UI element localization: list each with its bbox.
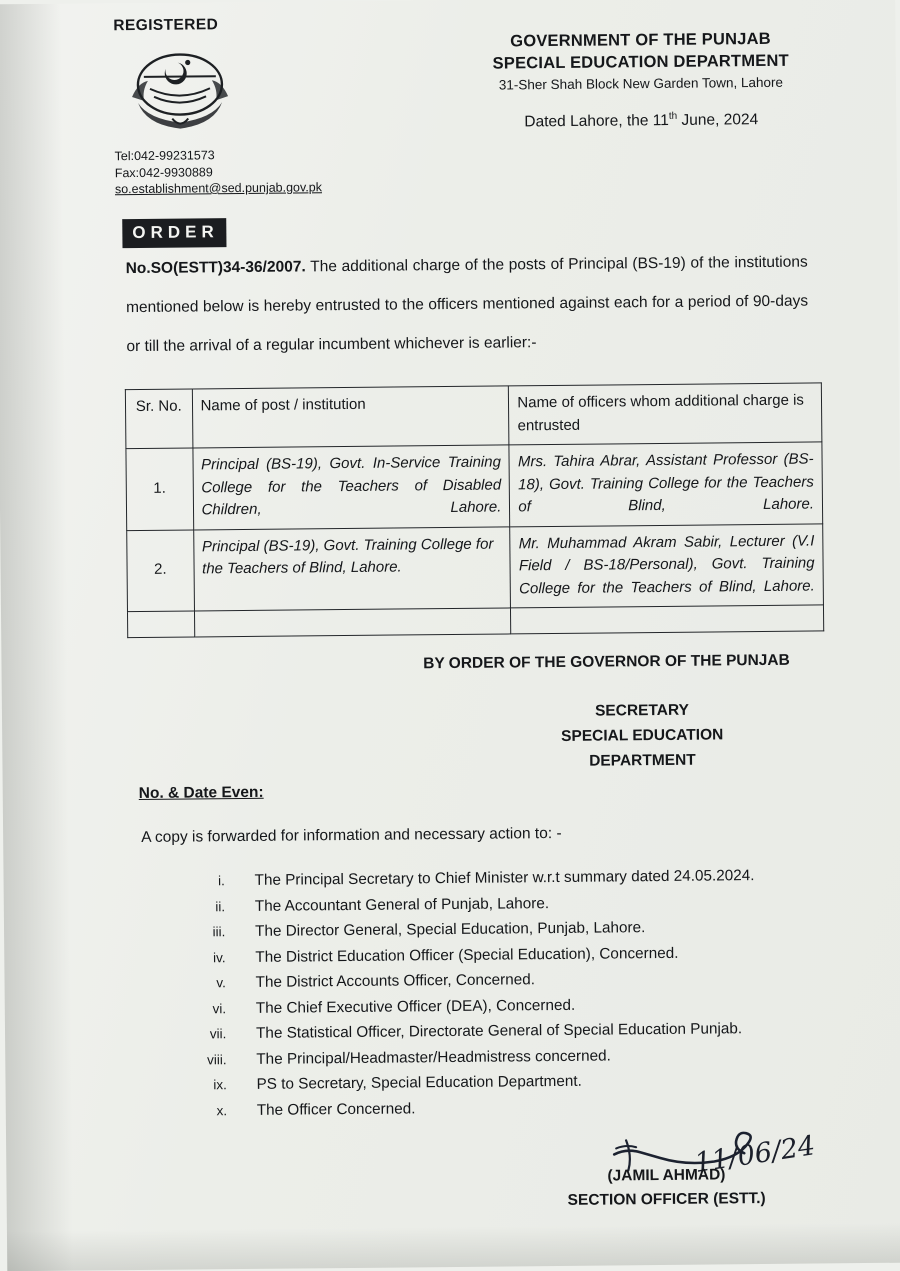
list-item: x. The Officer Concerned. [231, 1095, 891, 1119]
list-item: ix. PS to Secretary, Special Education Department. [230, 1070, 890, 1094]
list-item: vii. The Statistical Officer, Directorate General of Special Education Punjab. [230, 1019, 890, 1043]
table-header-sr: Sr. No. [125, 389, 192, 449]
spacer-cell-officer [511, 605, 824, 634]
order-body-paragraph [126, 243, 809, 367]
table-spacer-row [127, 605, 823, 638]
endorsement-no-and-date: No. & Date Even: [138, 783, 264, 803]
punjab-government-crest-icon [120, 42, 241, 139]
row-serial: 2. [127, 529, 194, 611]
table-header-post: Name of post / institution [192, 386, 509, 448]
dated-superscript: th [668, 110, 678, 122]
department-title: SPECIAL EDUCATION DEPARTMENT [492, 51, 789, 73]
list-item: iii. The Director General, Special Education, Punjab, Lahore. [229, 917, 889, 941]
registered-stamp-label: REGISTERED [113, 16, 219, 35]
distribution-list [178, 866, 890, 1128]
dated-line [426, 109, 856, 132]
endorsement-copy-line: A copy is forwarded for information and necessary action to: - [141, 824, 562, 846]
list-item: viii. The Principal/Headmaster/Headmistress concerned. [230, 1044, 890, 1068]
authority-secretary: SECRETARY [594, 701, 689, 720]
dated-prefix: Dated Lahore, the 11 [524, 112, 669, 131]
signatory-name: (JAMIL AHMAD) [607, 1166, 726, 1185]
row-serial: 1. [126, 448, 193, 530]
list-item: v. The District Accounts Officer, Concerned. [229, 968, 889, 992]
spacer-cell-post [194, 608, 511, 637]
spacer-cell-sr [127, 611, 194, 638]
telephone-line: Tel:042-99231573 [114, 148, 215, 164]
page-bottom-shadow [7, 1223, 900, 1271]
row-officer: Mrs. Tahira Abrar, Assistant Professor (BS-18), Govt. Training College for the Teachers of Blind, Lahore. [509, 442, 822, 526]
page-left-shadow [0, 4, 73, 1271]
contact-details [115, 146, 322, 197]
list-item: ii. The Accountant General of Punjab, Lahore. [229, 891, 889, 915]
signatory-block [486, 1162, 846, 1213]
row-officer: Mr. Muhammad Akram Sabir, Lecturer (V.I Field / BS-18/Personal), Govt. Training College for the Teachers of Blind, Lahore. [510, 523, 823, 607]
order-body-text: The additional charge of the posts of Principal (BS-19) of the institutions mentioned below is hereby entrusted to the officers mentioned against each for a period of 90-days or till the arrival of a regular incumbent whichever is earlier:- [125, 253, 809, 356]
table-header-officer: Name of officers whom additional charge is entrusted [509, 383, 822, 445]
issuing-authority-block [462, 696, 823, 774]
order-heading: ORDER [122, 218, 227, 248]
list-item: vi. The Chief Executive Officer (DEA), Concerned. [230, 993, 890, 1017]
table-row [126, 442, 823, 530]
email-line[interactable]: so.establishment@sed.punjab.gov.pk [114, 180, 323, 197]
handwritten-date: 11/06/24 [692, 1130, 818, 1179]
row-post: Principal (BS-19), Govt. Training College for the Teachers of Blind, Lahore. [193, 526, 511, 611]
signatory-designation: SECTION OFFICER (ESTT.) [567, 1190, 766, 1209]
list-item: i. The Principal Secretary to Chief Minister w.r.t summary dated 24.05.2024. [228, 866, 888, 890]
row-post: Principal (BS-19), Govt. In-Service Training College for the Teachers of Disabled Children, Lahore. [192, 445, 510, 530]
list-item: iv. The District Education Officer (Special Education), Concerned. [229, 942, 889, 966]
charge-assignment-table [125, 382, 824, 638]
department-address: 31-Sher Shah Block New Garden Town, Lahore [498, 74, 784, 93]
by-order-line: BY ORDER OF THE GOVERNOR OF THE PUNJAB [423, 651, 790, 673]
dated-suffix: June, 2024 [677, 111, 759, 129]
table-row [127, 523, 824, 611]
table-header-row [125, 383, 822, 449]
authority-department-2: DEPARTMENT [589, 751, 696, 770]
letterhead [425, 29, 856, 93]
government-title: GOVERNMENT OF THE PUNJAB [510, 29, 771, 51]
fax-line: Fax:042-9930889 [114, 164, 213, 180]
order-reference-number: No.SO(ESTT)34-36/2007. [125, 258, 306, 278]
authority-department-1: SPECIAL EDUCATION [561, 726, 724, 745]
